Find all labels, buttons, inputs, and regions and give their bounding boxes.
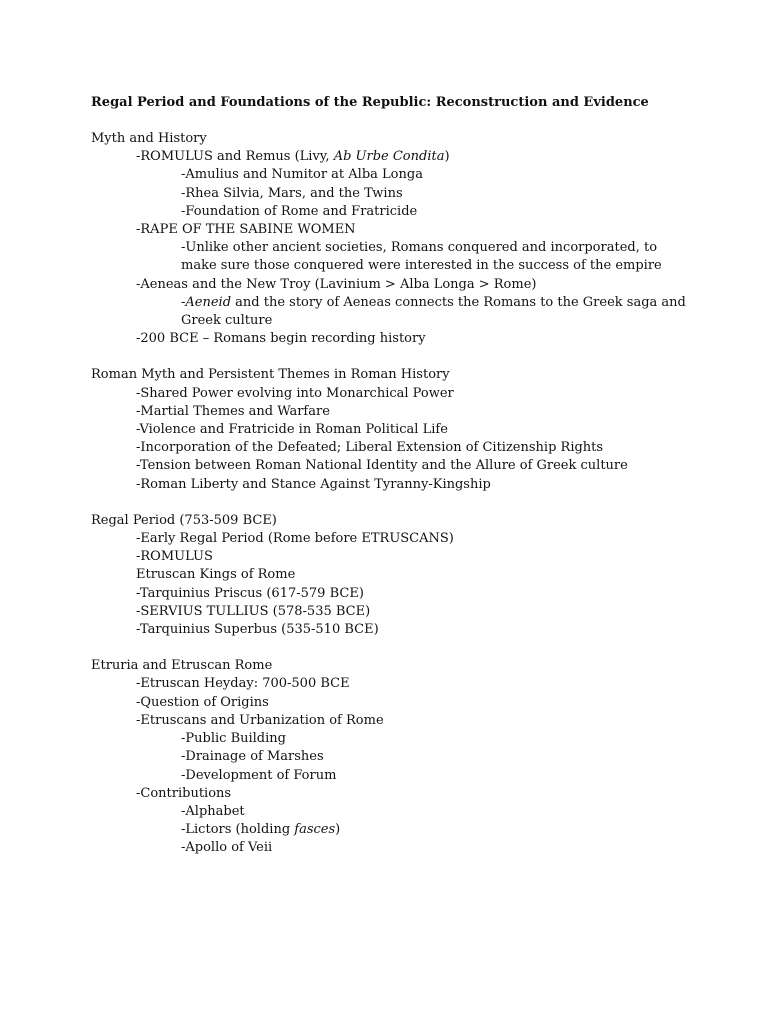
outline-item: -Tarquinius Priscus (617-579 BCE)	[136, 585, 364, 601]
outline-subitem-aeneid: -Aeneid and the story of Aeneas connects the Romans to the Greek saga and	[181, 294, 686, 310]
document-content	[91, 94, 708, 858]
outline-subitem-public-building: -Public Building	[181, 731, 286, 747]
outline-subitem-forum: -Development of Forum	[181, 767, 337, 783]
outline-item-sabine: -RAPE OF THE SABINE WOMEN	[136, 222, 356, 238]
outline-item: -SERVIUS TULLIUS (578-535 BCE)	[136, 603, 371, 619]
outline-item: -ROMULUS	[136, 549, 213, 565]
outline-item-contributions: -Contributions	[136, 785, 232, 801]
outline-item-heyday: -Etruscan Heyday: 700-500 BCE	[136, 676, 350, 692]
outline-subitem-drainage: -Drainage of Marshes	[181, 749, 324, 765]
outline-item-romulus: -ROMULUS and Remus (Livy, Ab Urbe Condita)	[136, 149, 450, 165]
outline-subitem-amulius: -Amulius and Numitor at Alba Longa	[181, 167, 423, 183]
outline-subitem-unlike-2: make sure those conquered were interested in the success of the empire	[181, 258, 662, 274]
section-heading-myth-history: Myth and History	[91, 131, 207, 146]
outline-item: -Roman Liberty and Stance Against Tyranny-Kingship	[136, 476, 491, 492]
outline-item-origins: -Question of Origins	[136, 694, 269, 710]
outline-item: Etruscan Kings of Rome	[136, 567, 296, 583]
outline-item: -Martial Themes and Warfare	[136, 403, 330, 419]
outline-item: -Shared Power evolving into Monarchical Power	[136, 385, 454, 401]
section-heading-regal-period: Regal Period (753-509 BCE)	[91, 512, 277, 528]
outline-item: -Incorporation of the Defeated; Liberal Extension of Citizenship Rights	[136, 440, 604, 456]
outline-item: -Violence and Fratricide in Roman Political Life	[136, 422, 448, 438]
outline-subitem-apollo: -Apollo of Veii	[181, 840, 273, 856]
outline-item: -Early Regal Period (Rome before ETRUSCANS)	[136, 531, 454, 547]
outline-subitem-aeneid-2: Greek culture	[181, 313, 273, 329]
outline-subitem-rhea: -Rhea Silvia, Mars, and the Twins	[181, 185, 403, 201]
outline-subitem-lictors: -Lictors (holding fasces)	[181, 822, 341, 838]
outline-item: -Tension between Roman National Identity and the Allure of Greek culture	[136, 458, 628, 474]
outline-item: -Tarquinius Superbus (535-510 BCE)	[136, 622, 379, 638]
outline-subitem-alphabet: -Alphabet	[181, 803, 245, 819]
document-title: Regal Period and Foundations of the Republic: Reconstruction and Evidence	[91, 95, 649, 110]
section-heading-themes: Roman Myth and Persistent Themes in Roman History	[91, 367, 450, 383]
section-heading-etruria: Etruria and Etruscan Rome	[91, 658, 273, 674]
outline-item-aeneas: -Aeneas and the New Troy (Lavinium > Alba Longa > Rome)	[136, 276, 537, 292]
outline-subitem-unlike-1: -Unlike other ancient societies, Romans conquered and incorporated, to	[181, 240, 658, 256]
outline-item-200bce: -200 BCE – Romans begin recording history	[136, 331, 426, 347]
outline-item-urbanization: -Etruscans and Urbanization of Rome	[136, 712, 384, 728]
outline-subitem-foundation: -Foundation of Rome and Fratricide	[181, 203, 418, 219]
